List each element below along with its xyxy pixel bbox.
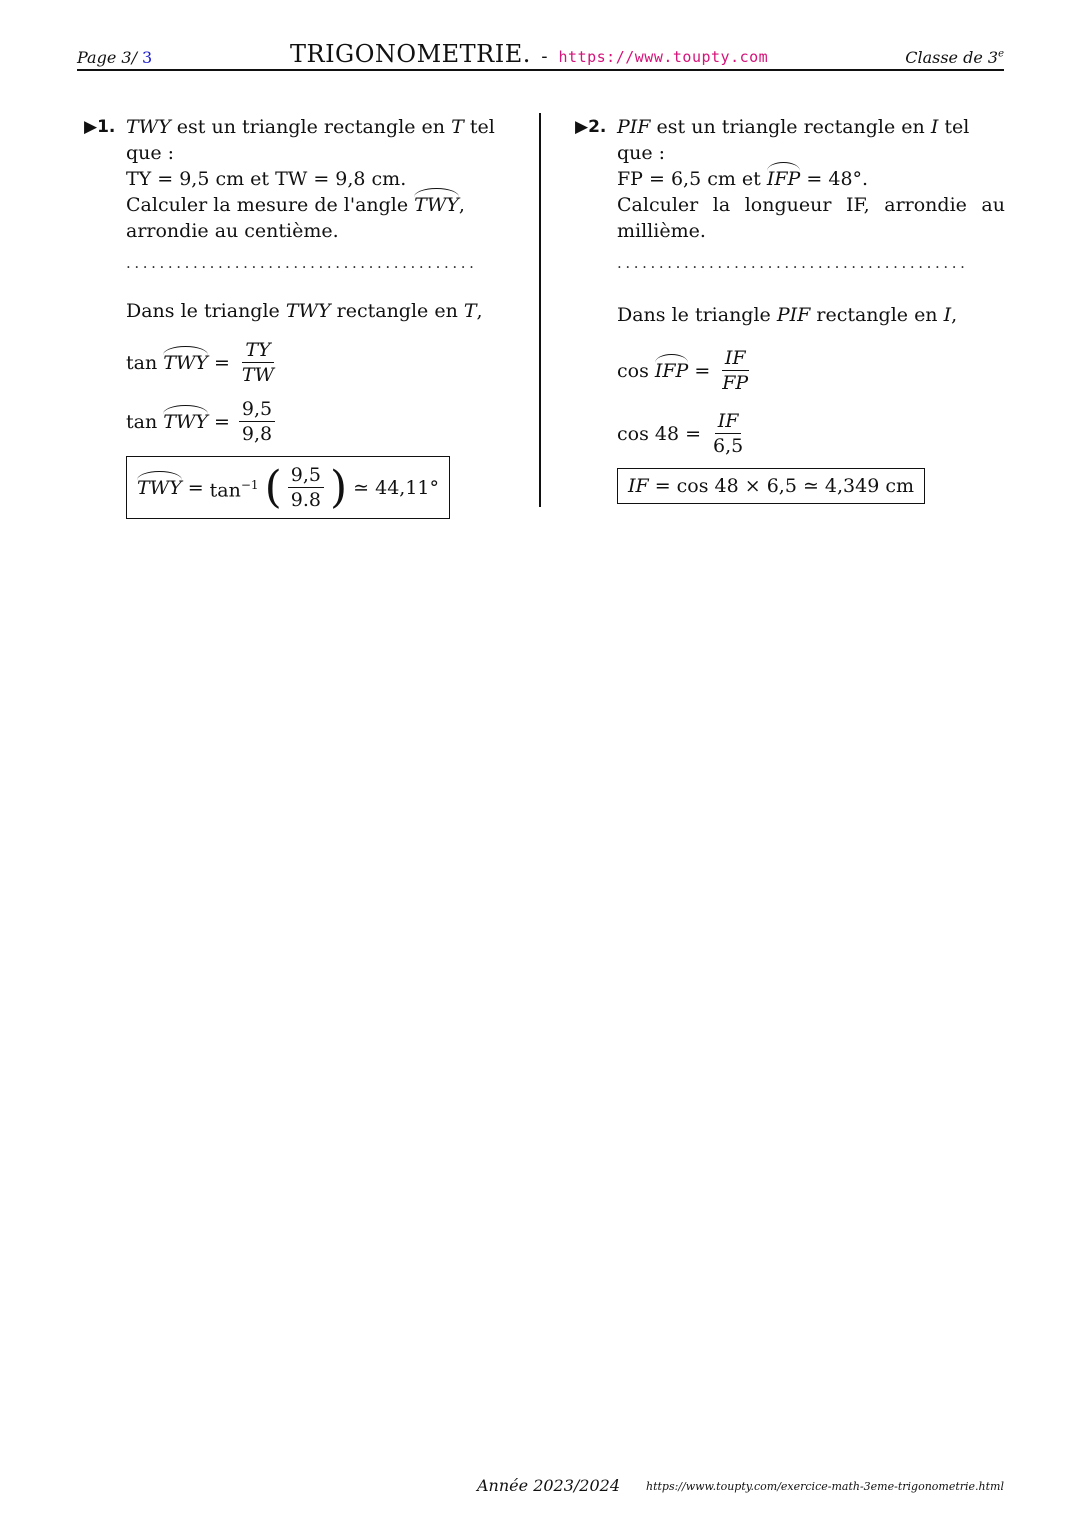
boxed-result: IF = cos 48 × 6,5 ≃ 4,349 cm	[617, 468, 925, 504]
given-values: FP = 6,5 cm et IFP = 48°.	[617, 168, 869, 190]
exercise-task: Calculer la longueur IF, arrondie au millième.	[617, 194, 1005, 242]
right-paren: )	[329, 461, 348, 513]
angle-hat: IFP	[654, 359, 689, 382]
angle-hat: TWY	[163, 410, 208, 433]
answer-dotted-line: ..........................................	[617, 254, 969, 272]
equation-step-1: cos IFP = $\frac{IF}{FP}$	[617, 346, 1005, 395]
angle-hat: TWY	[414, 194, 459, 216]
exercise-statement: TWY est un triangle rectangle en T tel que :	[126, 116, 495, 164]
angle-hat: IFP	[766, 168, 801, 190]
answer-dotted-line: ..........................................	[126, 254, 478, 272]
page-header	[77, 40, 1004, 71]
exercise-2	[575, 114, 1005, 504]
fraction: $\frac{TY}{TW}$	[241, 339, 275, 386]
footer-year: Année 2023/2024	[477, 1476, 621, 1495]
exercise-statement: PIF est un triangle rectangle en I tel que :	[617, 116, 970, 164]
column-divider	[539, 113, 541, 507]
angle-hat: TWY	[137, 476, 182, 499]
footer-url-link[interactable]: https://www.toupty.com/exercice-math-3eme-trigonometrie.html	[645, 1480, 1004, 1493]
fraction: $\frac{IF}{FP}$	[722, 347, 749, 394]
equation-step-2: tan TWY = $\frac{9,5}{9,8}$	[126, 397, 520, 446]
document-title: TRIGONOMETRIE. - https://www.toupty.com	[290, 40, 769, 68]
equation-step-2: cos 48 = $\frac{IF}{6,5}$	[617, 409, 1005, 458]
given-values: TY = 9,5 cm et TW = 9,8 cm.	[126, 168, 407, 190]
fraction: $\frac{9,5}{9.8}$	[288, 463, 324, 512]
exercise-number: ▶2.	[575, 117, 607, 137]
class-label: Classe de 3e	[905, 48, 1004, 67]
fraction: $\frac{IF}{6,5}$	[713, 410, 744, 457]
solution-context: Dans le triangle TWY rectangle en T,	[126, 300, 483, 322]
fraction: $\frac{9,5}{9,8}$	[239, 397, 275, 446]
exercise-1	[84, 114, 520, 519]
exercise-task: Calculer la mesure de l'angle TWY, arrondie au centième.	[126, 194, 465, 242]
exercise-number: ▶1.	[84, 117, 116, 137]
angle-hat: TWY	[163, 351, 208, 374]
solution-context: Dans le triangle PIF rectangle en I,	[617, 304, 958, 326]
equation-step-1: tan TWY = $\frac{TY}{TW}$	[126, 338, 520, 387]
left-paren: (	[264, 461, 282, 513]
header-url-link[interactable]: https://www.toupty.com	[558, 48, 769, 66]
page-total-link[interactable]: 3	[142, 48, 153, 67]
page-number: Page 3/ 3	[77, 48, 153, 67]
boxed-result: TWY = $\tan^{-1}$ ( $\frac{9,5}{9.8}$ ) ≃ 44,11°	[126, 456, 450, 519]
